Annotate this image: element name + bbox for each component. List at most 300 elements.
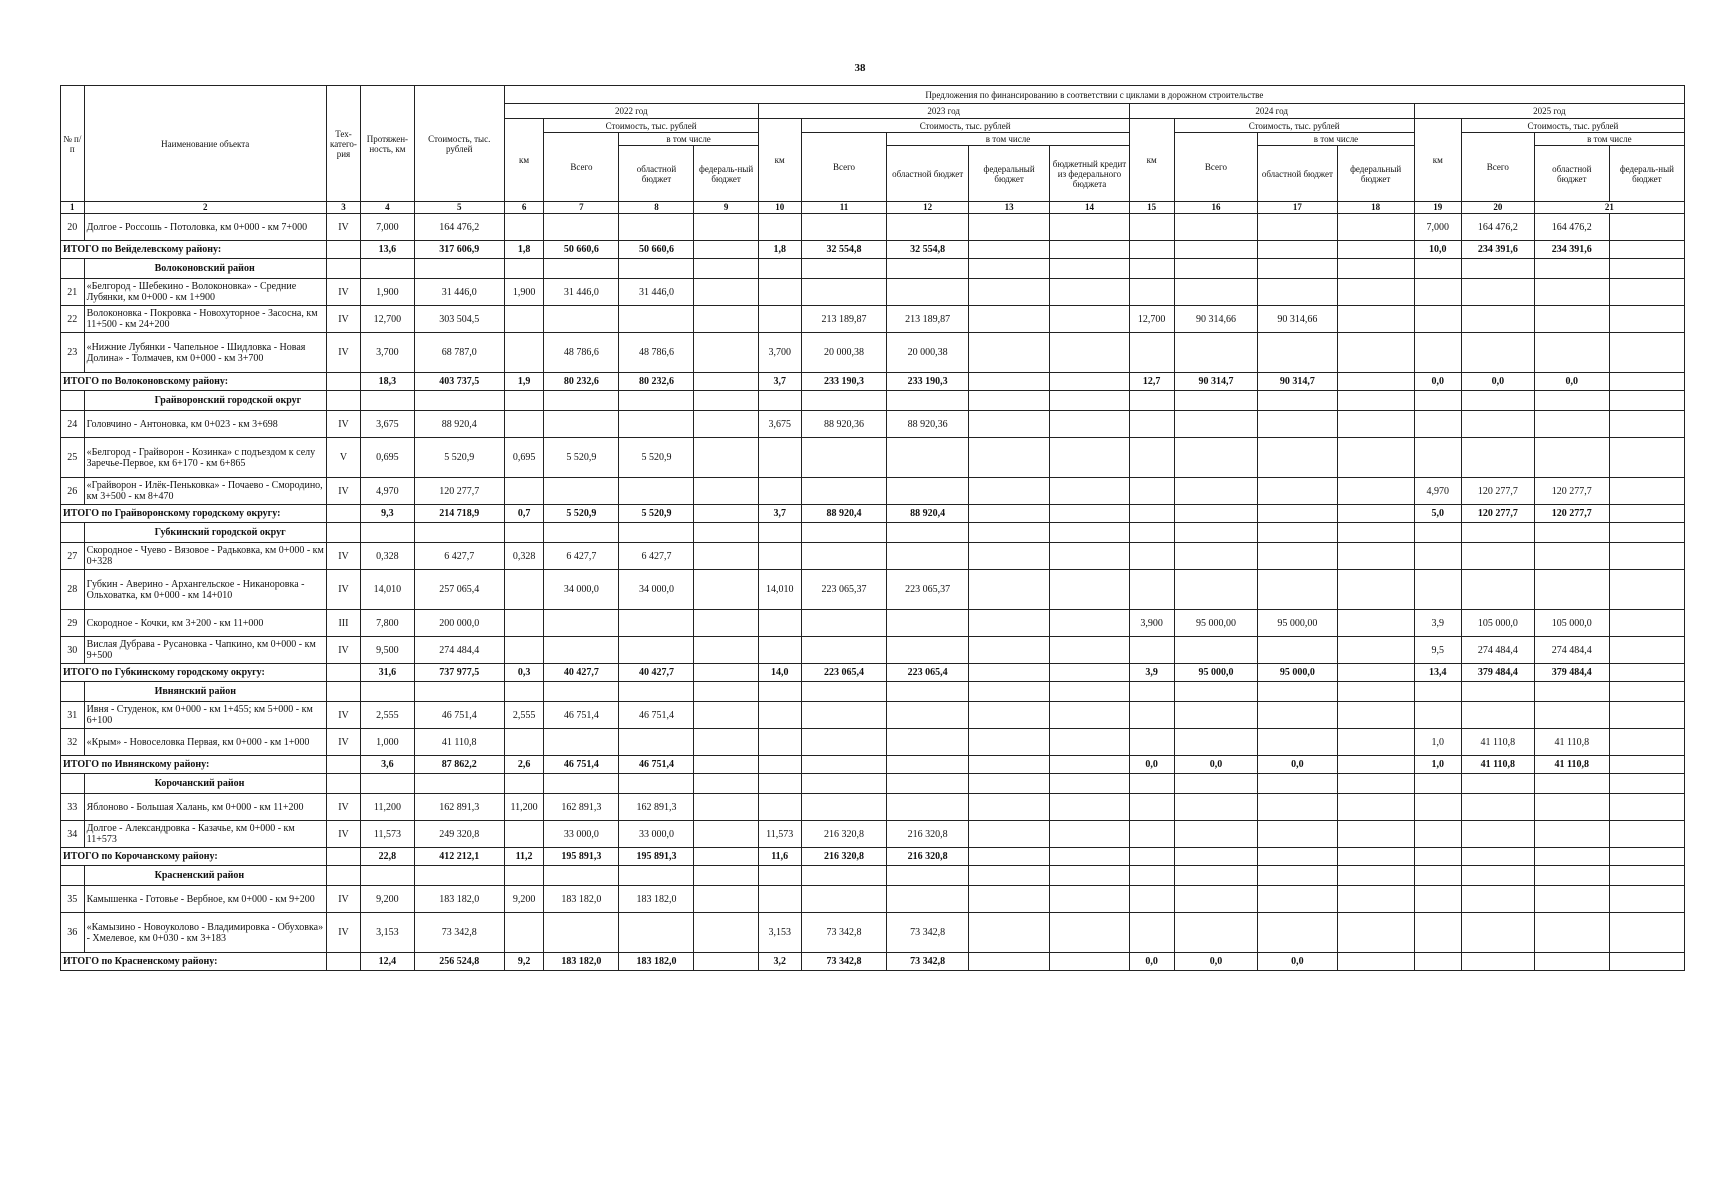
column-number: 5: [414, 202, 504, 214]
object-name: Волоконовка - Покровка - Новохуторное - Засосна, км 11+500 - км 24+200: [84, 306, 326, 333]
empty-cell: [619, 391, 694, 411]
empty-cell: [801, 523, 887, 543]
empty-cell: [1609, 523, 1684, 543]
header-total-2022: Всего: [544, 133, 619, 202]
data-cell: [1534, 438, 1609, 478]
data-cell: [1534, 702, 1609, 729]
empty-cell: [1129, 774, 1174, 794]
empty-cell: [887, 259, 968, 279]
total-cell: 214 718,9: [414, 505, 504, 523]
total-cell: 87 862,2: [414, 756, 504, 774]
data-cell: [1258, 214, 1337, 241]
object-row: [61, 794, 1685, 821]
object-name: Долгое - Россошь - Потоловка, км 0+000 - км 7+000: [84, 214, 326, 241]
data-cell: [1461, 794, 1534, 821]
data-cell: [801, 729, 887, 756]
data-cell: [1461, 306, 1534, 333]
object-name: Ивня - Студенок, км 0+000 - км 1+455; км 5+000 - км 6+100: [84, 702, 326, 729]
empty-cell: [1534, 523, 1609, 543]
data-cell: 90 314,66: [1174, 306, 1258, 333]
data-cell: [1609, 729, 1684, 756]
total-cell: 0,0: [1534, 373, 1609, 391]
data-cell: [1461, 702, 1534, 729]
empty-cell: [414, 523, 504, 543]
object-row: [61, 214, 1685, 241]
data-cell: [1414, 438, 1461, 478]
data-cell: [1258, 333, 1337, 373]
empty-cell: [758, 523, 801, 543]
row-number: 25: [61, 438, 85, 478]
empty-cell: [1129, 866, 1174, 886]
data-cell: [1534, 306, 1609, 333]
empty-cell: [887, 866, 968, 886]
data-cell: [1414, 279, 1461, 306]
data-cell: [968, 214, 1049, 241]
total-cell: 32 554,8: [887, 241, 968, 259]
empty-cell: [1129, 523, 1174, 543]
data-cell: 88 920,4: [414, 411, 504, 438]
data-cell: [1174, 438, 1258, 478]
total-cell: [326, 241, 360, 259]
data-cell: [1258, 702, 1337, 729]
data-cell: [694, 214, 758, 241]
object-name: «Нижние Лубянки - Чапельное - Шидловка - Новая Долина» - Толмачев, км 0+000 - км 3+700: [84, 333, 326, 373]
empty-cell: [544, 259, 619, 279]
row-number: 27: [61, 543, 85, 570]
category-cell: IV: [326, 411, 360, 438]
total-cell: 0,0: [1129, 756, 1174, 774]
empty-cell: [1609, 259, 1684, 279]
empty-cell: [1337, 866, 1414, 886]
data-cell: 3,675: [758, 411, 801, 438]
data-cell: 95 000,00: [1174, 610, 1258, 637]
total-label: ИТОГО по Красненскому району:: [61, 953, 327, 971]
total-cell: [1337, 756, 1414, 774]
data-cell: 2,555: [361, 702, 415, 729]
data-cell: [544, 214, 619, 241]
object-row: [61, 913, 1685, 953]
data-cell: [1129, 702, 1174, 729]
data-cell: [694, 570, 758, 610]
data-cell: [801, 610, 887, 637]
data-cell: [758, 794, 801, 821]
empty-cell: [544, 774, 619, 794]
data-cell: 162 891,3: [544, 794, 619, 821]
data-cell: [1174, 913, 1258, 953]
data-cell: [968, 333, 1049, 373]
data-cell: [1414, 411, 1461, 438]
data-cell: 48 786,6: [544, 333, 619, 373]
data-cell: [1534, 333, 1609, 373]
data-cell: [1050, 478, 1129, 505]
data-cell: 11,200: [504, 794, 544, 821]
data-cell: [1050, 543, 1129, 570]
column-number: 17: [1258, 202, 1337, 214]
empty-cell: [1174, 774, 1258, 794]
data-cell: 34 000,0: [619, 570, 694, 610]
data-cell: 48 786,6: [619, 333, 694, 373]
empty-cell: [1174, 523, 1258, 543]
data-cell: [968, 543, 1049, 570]
total-cell: 183 182,0: [619, 953, 694, 971]
data-cell: 9,5: [1414, 637, 1461, 664]
empty-cell: [1258, 774, 1337, 794]
data-cell: [887, 702, 968, 729]
category-cell: IV: [326, 333, 360, 373]
data-cell: [1129, 913, 1174, 953]
empty-cell: [361, 259, 415, 279]
data-cell: 0,695: [361, 438, 415, 478]
data-cell: 41 110,8: [1461, 729, 1534, 756]
total-cell: [1129, 848, 1174, 866]
data-cell: [694, 886, 758, 913]
data-cell: [801, 543, 887, 570]
data-cell: 105 000,0: [1534, 610, 1609, 637]
total-cell: [326, 756, 360, 774]
data-cell: [619, 214, 694, 241]
data-cell: 33 000,0: [544, 821, 619, 848]
object-name: Долгое - Александровка - Казачье, км 0+000 - км 11+573: [84, 821, 326, 848]
category-cell: IV: [326, 214, 360, 241]
column-number: 18: [1337, 202, 1414, 214]
data-cell: 183 182,0: [544, 886, 619, 913]
district-name: Корочанский район: [84, 774, 326, 794]
empty-cell: [1174, 259, 1258, 279]
data-cell: [1129, 821, 1174, 848]
empty-cell: [544, 391, 619, 411]
data-cell: [758, 886, 801, 913]
empty-cell: [361, 866, 415, 886]
object-row: [61, 438, 1685, 478]
column-number: 13: [968, 202, 1049, 214]
data-cell: [1337, 821, 1414, 848]
data-cell: [619, 306, 694, 333]
total-cell: 11,2: [504, 848, 544, 866]
empty-cell: [1534, 866, 1609, 886]
data-cell: 274 484,4: [1461, 637, 1534, 664]
category-cell: IV: [326, 478, 360, 505]
empty-cell: [968, 682, 1049, 702]
data-cell: [758, 478, 801, 505]
empty-cell: [801, 391, 887, 411]
data-cell: [1174, 821, 1258, 848]
data-cell: [1609, 821, 1684, 848]
data-cell: 4,970: [1414, 478, 1461, 505]
data-cell: [887, 543, 968, 570]
empty-cell: [504, 259, 544, 279]
data-cell: 1,900: [361, 279, 415, 306]
column-number: 12: [887, 202, 968, 214]
total-cell: 46 751,4: [619, 756, 694, 774]
header-incl-2022: в том числе: [619, 133, 758, 146]
data-cell: 6 427,7: [619, 543, 694, 570]
data-cell: [619, 610, 694, 637]
header-cost-2025: Стоимость, тыс. рублей: [1461, 119, 1684, 133]
total-cell: 737 977,5: [414, 664, 504, 682]
total-cell: 120 277,7: [1534, 505, 1609, 523]
total-cell: 3,6: [361, 756, 415, 774]
empty-cell: [61, 391, 85, 411]
total-cell: [326, 848, 360, 866]
data-cell: [1461, 333, 1534, 373]
data-cell: 14,010: [758, 570, 801, 610]
header-federal-2025: федераль-ный бюджет: [1609, 146, 1684, 202]
header-num: № п/п: [61, 86, 85, 202]
data-cell: [1337, 794, 1414, 821]
data-cell: [1129, 570, 1174, 610]
empty-cell: [887, 391, 968, 411]
row-number: 28: [61, 570, 85, 610]
data-cell: 11,573: [758, 821, 801, 848]
data-cell: 88 920,36: [887, 411, 968, 438]
object-row: [61, 478, 1685, 505]
total-cell: [968, 505, 1049, 523]
total-cell: 3,7: [758, 505, 801, 523]
category-cell: III: [326, 610, 360, 637]
total-cell: [1337, 953, 1414, 971]
empty-cell: [1174, 866, 1258, 886]
data-cell: [1414, 306, 1461, 333]
empty-cell: [1534, 774, 1609, 794]
empty-cell: [504, 866, 544, 886]
total-cell: 13,4: [1414, 664, 1461, 682]
total-cell: 40 427,7: [619, 664, 694, 682]
total-cell: 40 427,7: [544, 664, 619, 682]
data-cell: [1337, 279, 1414, 306]
header-cost-2023: Стоимость, тыс. рублей: [801, 119, 1129, 133]
data-cell: [1129, 637, 1174, 664]
data-cell: [1414, 702, 1461, 729]
empty-cell: [504, 523, 544, 543]
data-cell: [1050, 913, 1129, 953]
data-cell: [694, 438, 758, 478]
header-year-2024: 2024 год: [1129, 104, 1414, 119]
empty-cell: [694, 774, 758, 794]
empty-cell: [1414, 866, 1461, 886]
total-cell: 256 524,8: [414, 953, 504, 971]
empty-cell: [61, 866, 85, 886]
district-header-row: [61, 391, 1685, 411]
empty-cell: [1258, 259, 1337, 279]
total-cell: 11,6: [758, 848, 801, 866]
header-cost: Стоимость, тыс. рублей: [414, 86, 504, 202]
data-cell: [694, 306, 758, 333]
total-cell: [1174, 848, 1258, 866]
total-cell: 12,4: [361, 953, 415, 971]
total-label: ИТОГО по Вейделевскому району:: [61, 241, 327, 259]
data-cell: [758, 610, 801, 637]
data-cell: [1461, 411, 1534, 438]
total-cell: [1174, 505, 1258, 523]
header-federal-2024: федеральный бюджет: [1337, 146, 1414, 202]
total-cell: 12,7: [1129, 373, 1174, 391]
total-cell: [694, 505, 758, 523]
total-cell: 22,8: [361, 848, 415, 866]
empty-cell: [968, 523, 1049, 543]
empty-cell: [414, 866, 504, 886]
category-cell: IV: [326, 913, 360, 953]
data-cell: [504, 729, 544, 756]
object-name: Камышенка - Готовье - Вербное, км 0+000 - км 9+200: [84, 886, 326, 913]
total-cell: 120 277,7: [1461, 505, 1534, 523]
data-cell: [758, 543, 801, 570]
total-cell: 80 232,6: [544, 373, 619, 391]
header-total-2024: Всего: [1174, 133, 1258, 202]
empty-cell: [1129, 259, 1174, 279]
empty-cell: [887, 682, 968, 702]
total-cell: 1,8: [504, 241, 544, 259]
data-cell: [968, 702, 1049, 729]
total-cell: [968, 241, 1049, 259]
district-name: Грайворонский городской округ: [84, 391, 326, 411]
empty-cell: [1050, 523, 1129, 543]
row-number: 23: [61, 333, 85, 373]
data-cell: 162 891,3: [619, 794, 694, 821]
data-cell: 68 787,0: [414, 333, 504, 373]
empty-cell: [758, 774, 801, 794]
header-incl-2023: в том числе: [887, 133, 1129, 146]
data-cell: [504, 214, 544, 241]
data-cell: [1174, 478, 1258, 505]
data-cell: [694, 279, 758, 306]
empty-cell: [1337, 774, 1414, 794]
total-cell: 41 110,8: [1461, 756, 1534, 774]
total-cell: 0,0: [1129, 953, 1174, 971]
data-cell: 11,200: [361, 794, 415, 821]
empty-cell: [504, 682, 544, 702]
district-total-row: [61, 664, 1685, 682]
data-cell: [968, 794, 1049, 821]
data-cell: [1609, 794, 1684, 821]
empty-cell: [801, 682, 887, 702]
data-cell: 6 427,7: [544, 543, 619, 570]
total-label: ИТОГО по Ивнянскому району:: [61, 756, 327, 774]
empty-cell: [1414, 682, 1461, 702]
column-number: 8: [619, 202, 694, 214]
total-cell: 1,9: [504, 373, 544, 391]
header-federal-2022: федераль-ный бюджет: [694, 146, 758, 202]
data-cell: [544, 411, 619, 438]
empty-cell: [619, 774, 694, 794]
total-cell: [1609, 241, 1684, 259]
data-cell: 9,500: [361, 637, 415, 664]
data-cell: [968, 478, 1049, 505]
empty-cell: [1050, 866, 1129, 886]
total-cell: 317 606,9: [414, 241, 504, 259]
data-cell: 31 446,0: [544, 279, 619, 306]
data-cell: [801, 438, 887, 478]
data-cell: [968, 729, 1049, 756]
data-cell: [887, 794, 968, 821]
total-cell: 233 190,3: [887, 373, 968, 391]
data-cell: [1129, 886, 1174, 913]
data-cell: [1174, 729, 1258, 756]
data-cell: [1609, 333, 1684, 373]
data-cell: [504, 478, 544, 505]
total-cell: 2,6: [504, 756, 544, 774]
row-number: 33: [61, 794, 85, 821]
data-cell: 1,000: [361, 729, 415, 756]
data-cell: 12,700: [1129, 306, 1174, 333]
total-cell: 50 660,6: [544, 241, 619, 259]
data-cell: 31 446,0: [414, 279, 504, 306]
empty-cell: [1534, 682, 1609, 702]
data-cell: [1337, 886, 1414, 913]
data-cell: [1050, 570, 1129, 610]
total-cell: [968, 664, 1049, 682]
object-name: «Камызино - Новоуколово - Владимировка - Обуховка» - Хмелевое, км 0+030 - км 3+183: [84, 913, 326, 953]
empty-cell: [1174, 682, 1258, 702]
empty-cell: [1461, 866, 1534, 886]
empty-cell: [1609, 774, 1684, 794]
total-cell: 1,8: [758, 241, 801, 259]
row-number: 24: [61, 411, 85, 438]
empty-cell: [1050, 391, 1129, 411]
total-cell: [1258, 505, 1337, 523]
row-number: 29: [61, 610, 85, 637]
data-cell: [1337, 610, 1414, 637]
total-cell: 46 751,4: [544, 756, 619, 774]
total-cell: [326, 373, 360, 391]
total-cell: [694, 756, 758, 774]
header-km-2022: км: [504, 119, 544, 202]
total-cell: 223 065,4: [887, 664, 968, 682]
data-cell: [758, 729, 801, 756]
empty-cell: [414, 391, 504, 411]
data-cell: 5 520,9: [544, 438, 619, 478]
data-cell: [1174, 702, 1258, 729]
data-cell: 0,328: [361, 543, 415, 570]
data-cell: [1258, 438, 1337, 478]
total-cell: 0,0: [1461, 373, 1534, 391]
data-cell: 3,700: [361, 333, 415, 373]
total-cell: 9,3: [361, 505, 415, 523]
data-cell: [1174, 279, 1258, 306]
data-cell: [887, 214, 968, 241]
category-cell: IV: [326, 702, 360, 729]
data-cell: [1258, 279, 1337, 306]
empty-cell: [544, 682, 619, 702]
empty-cell: [694, 682, 758, 702]
data-cell: [801, 478, 887, 505]
empty-cell: [1258, 391, 1337, 411]
data-cell: [694, 913, 758, 953]
total-cell: 195 891,3: [544, 848, 619, 866]
total-cell: 9,2: [504, 953, 544, 971]
data-cell: 88 920,36: [801, 411, 887, 438]
data-cell: [1050, 411, 1129, 438]
district-name: Губкинский городской округ: [84, 523, 326, 543]
total-cell: [694, 373, 758, 391]
district-total-row: [61, 505, 1685, 523]
data-cell: 11,573: [361, 821, 415, 848]
total-cell: [1129, 241, 1174, 259]
data-cell: [1337, 438, 1414, 478]
empty-cell: [1461, 523, 1534, 543]
data-cell: [801, 794, 887, 821]
data-cell: [1609, 478, 1684, 505]
empty-cell: [758, 866, 801, 886]
data-cell: [1534, 279, 1609, 306]
data-cell: [968, 610, 1049, 637]
empty-cell: [326, 866, 360, 886]
data-cell: 20 000,38: [887, 333, 968, 373]
data-cell: [1174, 794, 1258, 821]
header-total-2025: Всего: [1461, 133, 1534, 202]
district-header-row: [61, 259, 1685, 279]
data-cell: 7,800: [361, 610, 415, 637]
empty-cell: [1174, 391, 1258, 411]
